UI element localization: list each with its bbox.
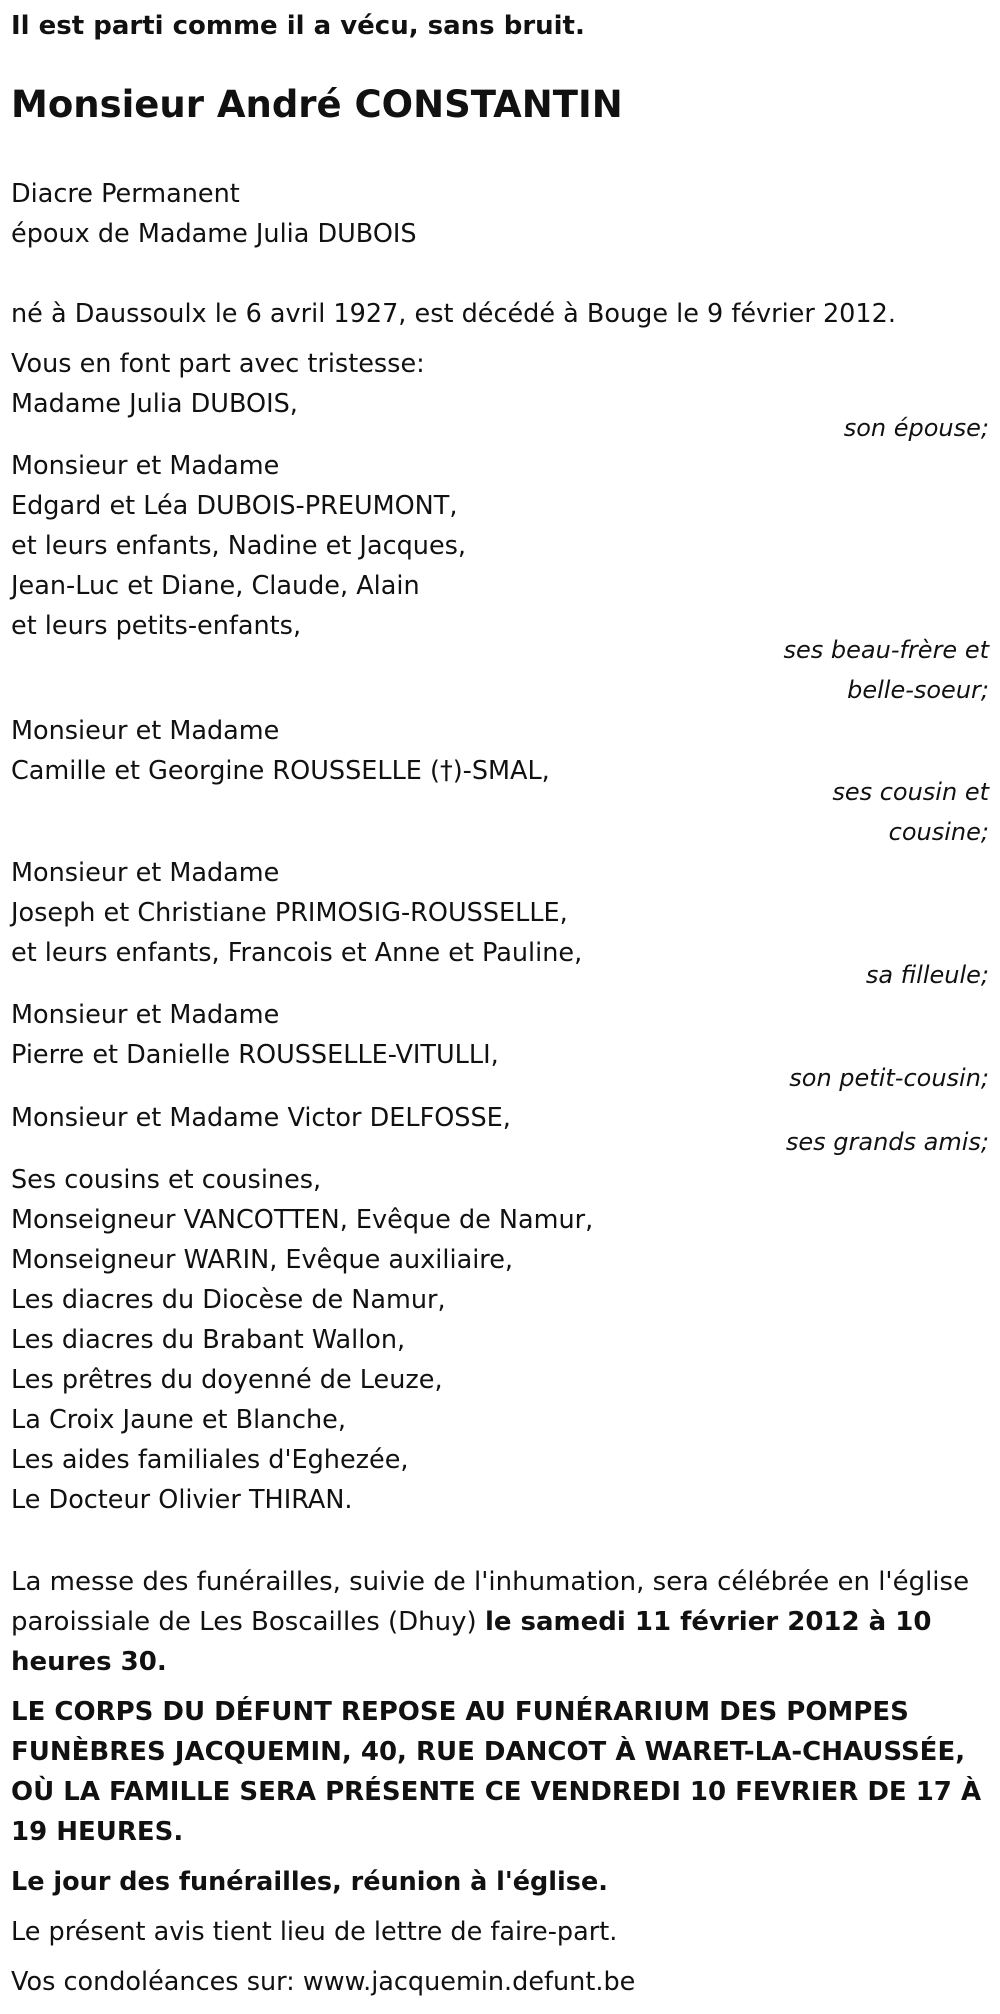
list-item: Ses cousins et cousines, bbox=[11, 1165, 322, 1195]
epitaph: Il est parti comme il a vécu, sans bruit. bbox=[11, 11, 585, 41]
relation-line: son épouse; bbox=[843, 414, 989, 442]
page-title: Monsieur André CONSTANTIN bbox=[11, 83, 623, 126]
family-line: Monsieur et Madame bbox=[11, 1000, 280, 1030]
relation bbox=[844, 408, 989, 448]
relation-line: cousine; bbox=[888, 818, 989, 846]
family-line: Joseph et Christiane PRIMOSIG-ROUSSELLE, bbox=[11, 898, 568, 928]
family-line: Monsieur et Madame bbox=[11, 716, 280, 746]
family-line: Edgard et Léa DUBOIS-PREUMONT, bbox=[11, 491, 458, 521]
family-line: Pierre et Danielle ROUSSELLE-VITULLI, bbox=[11, 1040, 499, 1070]
family-line: Monsieur et Madame bbox=[11, 451, 280, 481]
family-line: Madame Julia DUBOIS, bbox=[11, 389, 298, 419]
relation bbox=[789, 1058, 989, 1098]
list-item: Les diacres du Brabant Wallon, bbox=[11, 1325, 406, 1355]
relation-line: ses beau-frère et bbox=[783, 636, 989, 664]
family-group bbox=[11, 446, 466, 646]
family-line: Monsieur et Madame bbox=[11, 858, 280, 888]
list-item: Monseigneur VANCOTTEN, Evêque de Namur, bbox=[11, 1205, 594, 1235]
relation-line: son petit-cousin; bbox=[789, 1064, 989, 1092]
intro: Vous en font part avec tristesse: bbox=[11, 349, 425, 379]
funerarium-notice: LE CORPS DU DÉFUNT REPOSE AU FUNÉRARIUM DES POMPES FUNÈBRES JACQUEMIN, 40, RUE DANCOT À WARET-LA-CHAUSSÉE, OÙ LA FAMILLE SERA PRÉSENTE CE VENDREDI 10 FEVRIER DE 17 À 19 HEURES. bbox=[11, 1697, 982, 1847]
family-line: Jean-Luc et Diane, Claude, Alain bbox=[11, 571, 420, 601]
condolences-link[interactable]: Vos condoléances sur: www.jacquemin.defunt.be bbox=[11, 1967, 636, 1997]
family-line: et leurs enfants, Francois et Anne et Pauline, bbox=[11, 938, 583, 968]
list-item: Monseigneur WARIN, Evêque auxiliaire, bbox=[11, 1245, 513, 1275]
relation-line: ses cousin et bbox=[832, 778, 989, 806]
list-item: Les prêtres du doyenné de Leuze, bbox=[11, 1365, 443, 1395]
role: Diacre Permanent bbox=[11, 179, 240, 209]
family-line: et leurs enfants, Nadine et Jacques, bbox=[11, 531, 467, 561]
family-line: et leurs petits-enfants, bbox=[11, 611, 302, 641]
list-item: Les diacres du Diocèse de Namur, bbox=[11, 1285, 446, 1315]
list-item: Les aides familiales d'Eghezée, bbox=[11, 1445, 409, 1475]
others-list bbox=[11, 1160, 593, 1520]
mass-date: le samedi 11 février 2012 à 10 heures 30. bbox=[11, 1607, 932, 1677]
meeting-notice: Le jour des funérailles, réunion à l'église. bbox=[11, 1867, 608, 1897]
spouse-line: époux de Madame Julia DUBOIS bbox=[11, 219, 417, 249]
birth-death: né à Daussoulx le 6 avril 1927, est décédé à Bouge le 9 février 2012. bbox=[11, 299, 896, 329]
relation-line: ses grands amis; bbox=[785, 1128, 989, 1156]
relation-line: belle-soeur; bbox=[847, 676, 989, 704]
list-item: Le Docteur Olivier THIRAN. bbox=[11, 1485, 353, 1515]
family-group bbox=[11, 711, 550, 791]
family-group bbox=[11, 995, 499, 1075]
family-line: Camille et Georgine ROUSSELLE (†)-SMAL, bbox=[11, 756, 550, 786]
mass-text: La messe des funérailles, suivie de l'inhumation, sera célébrée en l'église paroissiale de Les Boscailles (Dhuy) bbox=[11, 1567, 970, 1637]
family-group bbox=[11, 853, 582, 973]
family-line: Monsieur et Madame Victor DELFOSSE, bbox=[11, 1103, 511, 1133]
relation bbox=[786, 1122, 989, 1162]
faire-part-notice: Le présent avis tient lieu de lettre de faire-part. bbox=[11, 1917, 618, 1947]
relation bbox=[784, 630, 990, 710]
relation-line: sa filleule; bbox=[865, 961, 989, 989]
mass-paragraph bbox=[11, 1562, 991, 1682]
relation bbox=[832, 772, 989, 852]
relation bbox=[866, 955, 989, 995]
list-item: La Croix Jaune et Blanche, bbox=[11, 1405, 346, 1435]
